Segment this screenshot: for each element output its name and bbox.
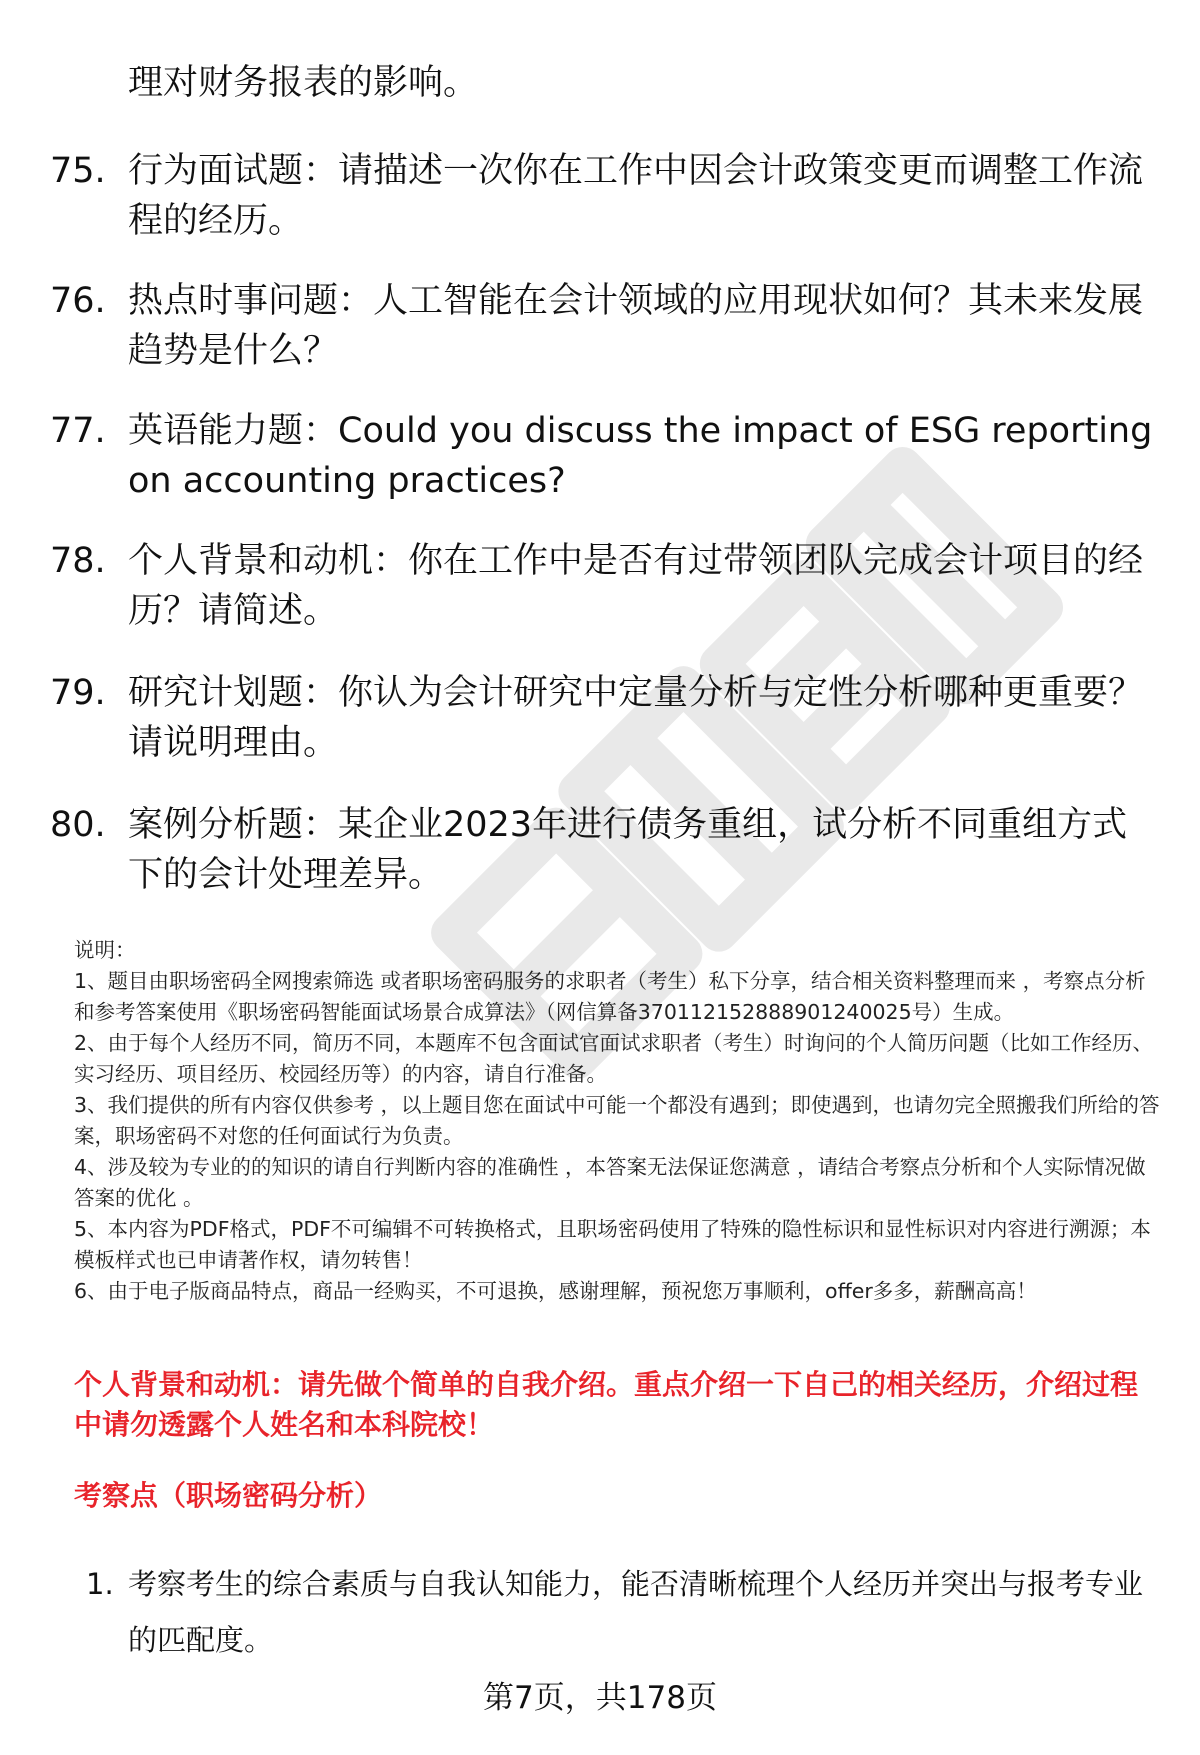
analysis-heading: 考察点（职场密码分析） [74,1479,383,1512]
question-item [50,536,1160,636]
notes-item: 3、我们提供的所有内容仅供参考 ，以上题目您在面试中可能一个都没有遇到；即使遇到，也请勿完全照搬我们所给的答案，职场密码不对您的任何面试行为负责。 [74,1093,1160,1148]
question-text: 案例分析题：某企业2023年进行债务重组，试分析不同重组方式下的会计处理差异。 [128,805,1128,895]
question-text: 英语能力题：Could you discuss the impact of ESG reporting on accounting practices? [128,411,1153,501]
notes-item: 5、本内容为PDF格式，PDF不可编辑不可转换格式，且职场密码使用了特殊的隐性标识和显性标识对内容进行溯源；本模板样式也已申请著作权，请勿转售！ [74,1217,1151,1272]
continuation-text: 理对财务报表的影响。 [128,63,479,103]
question-item [50,276,1160,376]
page-footer: 第7页，共178页 [483,1680,717,1716]
question-number: 75. [50,151,106,191]
notes-title: 说明： [74,938,136,962]
notes-item: 4、涉及较为专业的的知识的请自行判断内容的准确性 ，本答案无法保证您满意 ，请结合考察点分析和个人实际情况做答案的优化 。 [74,1155,1146,1210]
question-number: 80. [50,805,106,845]
notes-section [74,935,1164,1307]
notes-item: 6、由于电子版商品特点，商品一经购买，不可退换，感谢理解，预祝您万事顺利，offer多多，薪酬高高！ [74,1279,1037,1303]
question-number: 78. [50,541,106,581]
notes-item: 1、题目由职场密码全网搜索筛选 或者职场密码服务的求职者（考生）私下分享，结合相关资料整理而来 ，考察点分析和参考答案使用《职场密码智能面试场景合成算法》（网信算备370112152888901240025号）生成。 [74,969,1146,1024]
question-item [50,406,1160,506]
analysis-point-number: 1. [86,1567,114,1601]
highlight-question: 个人背景和动机：请先做个简单的自我介绍。重点介绍一下自己的相关经历，介绍过程中请勿透露个人姓名和本科院校！ [74,1368,1139,1441]
question-text: 热点时事问题：人工智能在会计领域的应用现状如何？其未来发展趋势是什么？ [128,281,1144,371]
analysis-point-text: 考察考生的综合素质与自我认知能力，能否清晰梳理个人经历并突出与报考专业的匹配度。 [128,1567,1144,1657]
question-text: 研究计划题：你认为会计研究中定量分析与定性分析哪种更重要？请说明理由。 [128,673,1144,763]
question-item [50,668,1160,768]
question-item [50,800,1160,900]
question-number: 79. [50,673,106,713]
question-number: 77. [50,411,106,451]
question-text: 行为面试题：请描述一次你在工作中因会计政策变更而调整工作流程的经历。 [128,151,1144,241]
question-number: 76. [50,281,106,321]
analysis-point [86,1556,1166,1668]
notes-item: 2、由于每个人经历不同，简历不同，本题库不包含面试官面试求职者（考生）时询问的个人简历问题（比如工作经历、实习经历、项目经历、校园经历等）的内容，请自行准备。 [74,1031,1154,1086]
question-text: 个人背景和动机：你在工作中是否有过带领团队完成会计项目的经历？请简述。 [128,541,1144,631]
question-item [50,146,1160,246]
